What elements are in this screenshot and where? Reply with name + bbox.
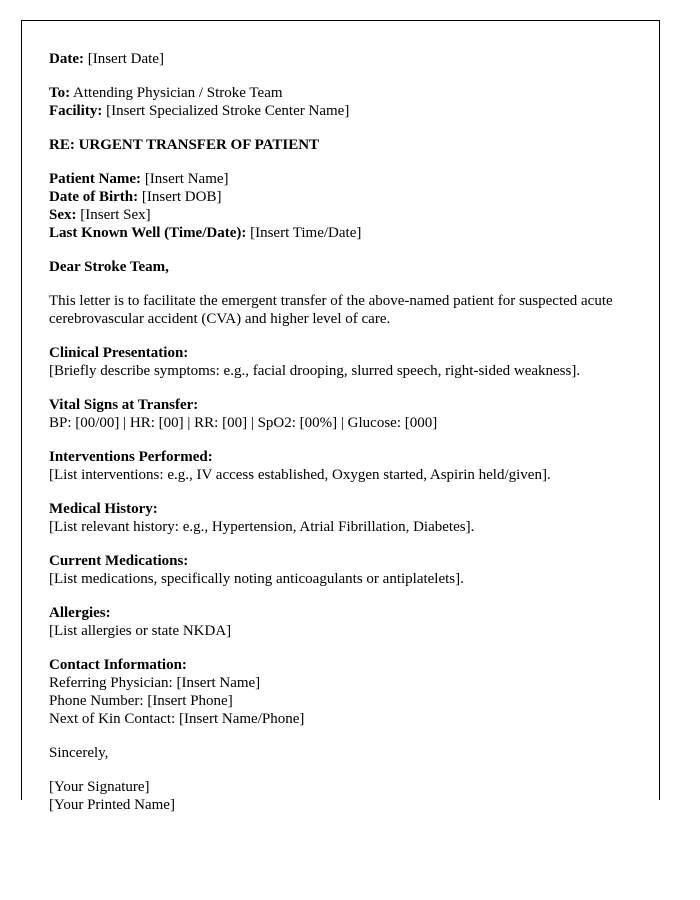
facility-label: Facility: (49, 103, 103, 119)
allergies-heading: Allergies: (49, 605, 111, 621)
facility-line (49, 102, 649, 120)
patient-name-label: Patient Name: (49, 171, 142, 187)
printed-name: [Your Printed Name] (49, 797, 175, 813)
interventions-heading: Interventions Performed: (49, 449, 213, 465)
medications-text: [List medications, specifically noting anticoagulants or antiplatelets]. (49, 571, 464, 587)
contact-heading: Contact Information: (49, 657, 187, 673)
intro-paragraph: This letter is to facilitate the emergent transfer of the above-named patient for suspected acute cerebrovascular accident (CVA) and higher level of care. (49, 293, 613, 327)
to-value: Attending Physician / Stroke Team (70, 85, 283, 101)
last-known-well-line (49, 224, 649, 242)
phone-number: Phone Number: [Insert Phone] (49, 693, 233, 709)
sex-value: [Insert Sex] (76, 207, 151, 223)
vitals-heading: Vital Signs at Transfer: (49, 397, 199, 413)
date-value: [Insert Date] (83, 51, 164, 67)
dob-line (49, 188, 649, 206)
sex-line (49, 206, 649, 224)
referring-physician: Referring Physician: [Insert Name] (49, 675, 261, 691)
to-label: To: (49, 85, 71, 101)
date-line (49, 50, 649, 68)
to-line (49, 84, 649, 102)
re-line: RE: URGENT TRANSFER OF PATIENT (49, 137, 320, 153)
clinical-text: [Briefly describe symptoms: e.g., facial drooping, slurred speech, right-sided weakness]. (49, 363, 581, 379)
allergies-text: [List allergies or state NKDA] (49, 623, 232, 639)
interventions-text: [List interventions: e.g., IV access established, Oxygen started, Aspirin held/given]. (49, 467, 551, 483)
letter-content (49, 50, 649, 814)
facility-value: [Insert Specialized Stroke Center Name] (102, 103, 350, 119)
salutation: Dear Stroke Team, (49, 259, 169, 275)
next-of-kin: Next of Kin Contact: [Insert Name/Phone] (49, 711, 305, 727)
history-heading: Medical History: (49, 501, 158, 517)
medications-heading: Current Medications: (49, 553, 189, 569)
clinical-heading: Clinical Presentation: (49, 345, 189, 361)
signature: [Your Signature] (49, 779, 150, 795)
vitals-text: BP: [00/00] | HR: [00] | RR: [00] | SpO2: [00%] | Glucose: [000] (49, 415, 438, 431)
closing: Sincerely, (49, 745, 109, 761)
dob-label: Date of Birth: (49, 189, 139, 205)
sex-label: Sex: (49, 207, 77, 223)
patient-name-value: [Insert Name] (141, 171, 229, 187)
dob-value: [Insert DOB] (138, 189, 222, 205)
patient-name-line (49, 170, 649, 188)
last-known-well-value: [Insert Time/Date] (246, 225, 362, 241)
letter-page (21, 20, 660, 813)
last-known-well-label: Last Known Well (Time/Date): (49, 225, 247, 241)
date-label: Date: (49, 51, 84, 67)
history-text: [List relevant history: e.g., Hypertension, Atrial Fibrillation, Diabetes]. (49, 519, 475, 535)
